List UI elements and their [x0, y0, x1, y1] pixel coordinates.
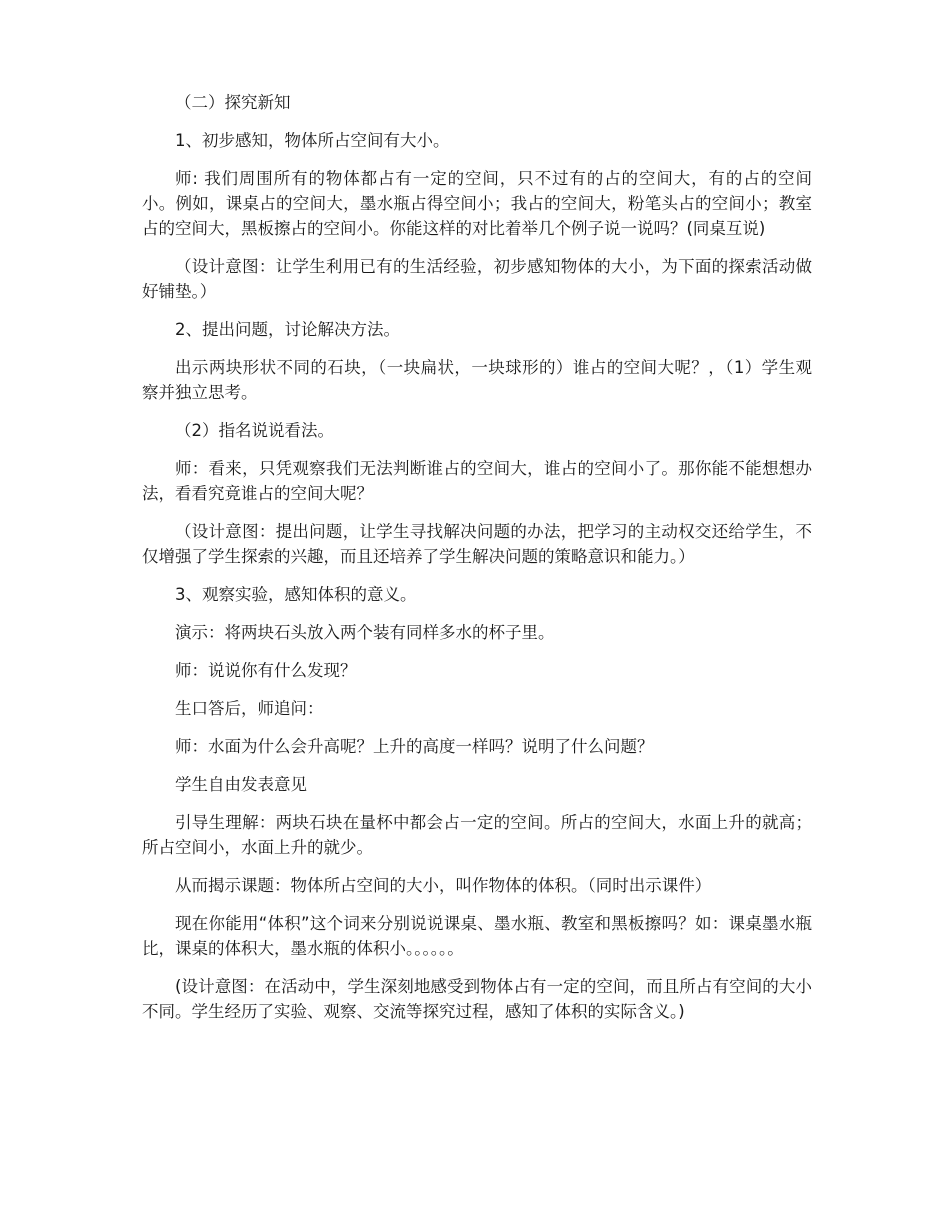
step-2-heading: 2、提出问题，讨论解决方法。	[175, 320, 400, 339]
paragraph: 演示：将两块石头放入两个装有同样多水的杯子里。	[175, 623, 555, 642]
paragraph: 从而揭示课题：物体所占空间的大小，叫作物体的体积。（同时出示课件）	[175, 876, 712, 895]
design-intent-note: （设计意图：让学生利用已有的生活经验，初步感知物体的大小，为下面的探索活动做好铺垫。）	[142, 257, 812, 301]
step-3-heading: 3、观察实验，感知体积的意义。	[175, 585, 417, 604]
paragraph: 现在你能用“体积”这个词来分别说说课桌、墨水瓶、教室和黑板擦吗？如：课桌墨水瓶比，课桌的体积大，墨水瓶的体积小。。。。。。	[142, 914, 812, 958]
paragraph: （2）指名说说看法。	[175, 421, 334, 440]
paragraph: 生口答后，师追问：	[175, 699, 324, 718]
paragraph: 师：看来，只凭观察我们无法判断谁占的空间大，谁占的空间小了。那你能不能想想办法，看看究竟谁占的空间大呢？	[142, 459, 812, 503]
paragraph: 师: 我们周围所有的物体都占有一定的空间，只不过有的占的空间大，有的占的空间小。例如，课桌占的空间大，墨水瓶占得空间小；我占的空间大，粉笔头占的空间小；教室占的空间大，黑板擦占的空间小。你能这样的对比着举几个例子说一说吗？(同桌互说)	[142, 169, 812, 238]
paragraph: 师：说说你有什么发现？	[175, 661, 357, 680]
document-page	[142, 90, 812, 1037]
paragraph: 师：水面为什么会升高呢？上升的高度一样吗？说明了什么问题？	[175, 737, 654, 756]
design-intent-note: （设计意图：提出问题，让学生寻找解决问题的办法，把学习的主动权交还给学生，不仅增强了学生探索的兴趣，而且还培养了学生解决问题的策略意识和能力。）	[142, 522, 812, 566]
design-intent-note: (设计意图：在活动中，学生深刻地感受到物体占有一定的空间，而且所占有空间的大小不同。学生经历了实验、观察、交流等探究过程，感知了体积的实际含义。)	[142, 977, 812, 1021]
paragraph: 学生自由发表意见	[175, 775, 307, 794]
section-heading: （二）探究新知	[175, 93, 291, 112]
step-1-heading: 1、初步感知，物体所占空间有大小。	[175, 131, 450, 150]
paragraph: 出示两块形状不同的石块，（一块扁状，一块球形的）谁占的空间大呢？，（1）学生观察并独立思考。	[142, 358, 812, 402]
paragraph: 引导生理解：两块石块在量杯中都会占一定的空间。所占的空间大，水面上升的就高；所占空间小，水面上升的就少。	[142, 813, 812, 857]
